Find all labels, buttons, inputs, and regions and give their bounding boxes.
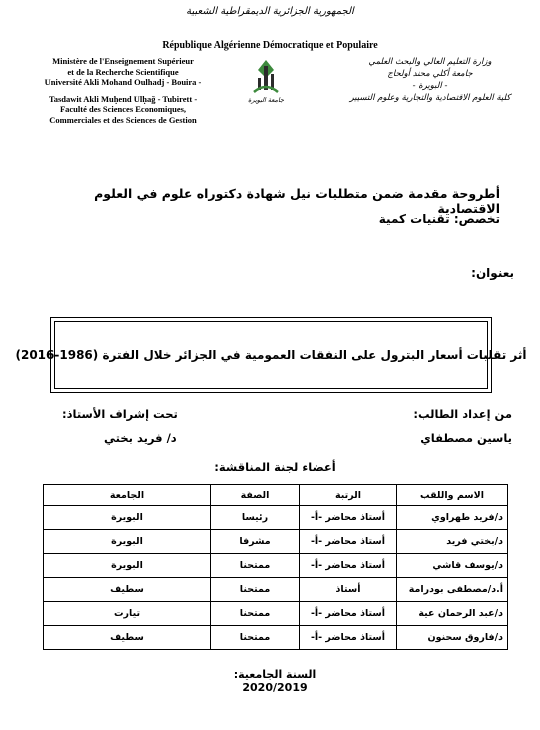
logo-caption: جامعة البويرة — [247, 96, 285, 104]
header-left-line: Ministère de l'Enseignement Supérieur — [52, 56, 194, 66]
member-rank: أستاذ محاضر -أ- — [300, 506, 397, 530]
member-university: سطيف — [44, 578, 211, 602]
header-french-republic: République Algérienne Démocratique et Populaire — [162, 40, 378, 51]
member-name: د/يوسف قاشي — [397, 554, 508, 578]
member-name: د/فريد طهراوي — [397, 506, 508, 530]
member-role: ممتحنا — [211, 578, 300, 602]
table-row — [44, 602, 508, 626]
committee-label: أعضاء لجنة المناقشة: — [214, 460, 336, 474]
column-header-name: الاسم واللقب — [397, 485, 508, 506]
supervisor-label: تحت إشراف الأستاذ: — [62, 407, 178, 421]
header-right-line: كلية العلوم الاقتصادية والتجارية وعلوم التسيير — [349, 93, 511, 103]
member-name: د/عبد الرحمان عية — [397, 602, 508, 626]
member-name: د/بختي فريد — [397, 530, 508, 554]
header-left-line: et de la Recherche Scientifique — [67, 66, 179, 77]
member-university: البويرة — [44, 530, 211, 554]
table-row — [44, 506, 508, 530]
header-right-line: - البويرة - — [412, 81, 448, 91]
thesis-title: أثر تقلبات أسعار البترول على النفقات العمومية في الجزائر خلال الفترة (1986-2016) — [15, 348, 527, 362]
header-left-line: Tasdawit Akli Muḥend Ulḥağ - Tubirett - — [48, 93, 198, 104]
column-header-university: الجامعة — [44, 485, 211, 506]
table-row — [44, 530, 508, 554]
column-header-role: الصفة — [211, 485, 300, 506]
table-row — [44, 554, 508, 578]
column-header-rank: الرتبة — [300, 485, 397, 506]
member-role: ممتحنا — [211, 626, 300, 650]
member-rank: أستاذ — [300, 578, 397, 602]
committee-table — [43, 484, 508, 650]
member-university: البويرة — [44, 554, 211, 578]
supervisor-name: د/ فريد بختي — [104, 431, 177, 445]
student-label: من إعداد الطالب: — [413, 407, 512, 421]
member-university: تيارت — [44, 602, 211, 626]
member-rank: أستاذ محاضر -أ- — [300, 530, 397, 554]
member-university: البويرة — [44, 506, 211, 530]
title-frame — [15, 317, 527, 393]
entitled-label: بعنوان: — [471, 266, 514, 280]
header-left-line: Faculté des Sciences Economiques, — [59, 104, 187, 114]
member-role: ممتحنا — [211, 602, 300, 626]
member-role: رئيسا — [211, 506, 300, 530]
member-name: أ.د/مصطفى بودرامة — [397, 578, 508, 602]
student-name: ياسين مصطفاي — [420, 431, 512, 445]
member-university: سطيف — [44, 626, 211, 650]
member-name: د/فاروق سحنون — [397, 626, 508, 650]
header-arabic-institution — [330, 56, 530, 104]
member-role: ممتحنا — [211, 554, 300, 578]
academic-year: السنة الجامعية: 2020/2019 — [233, 668, 317, 694]
thesis-purpose: أطروحة مقدمة ضمن متطلبات نيل شهادة دكتوراه علوم في العلوم الاقتصادية — [94, 186, 500, 216]
header-left-line: Commerciales et des Sciences de Gestion — [49, 114, 197, 125]
header-french-institution — [8, 56, 238, 125]
thesis-speciality: تخصص: تقنيات كمية — [378, 212, 500, 226]
header-right-line: جامعة أكلي محند أولحاج — [387, 69, 473, 79]
member-rank: أستاذ محاضر -أ- — [300, 602, 397, 626]
member-rank: أستاذ محاضر -أ- — [300, 554, 397, 578]
header-arabic-republic: الجمهورية الجزائرية الديمقراطية الشعبية — [186, 6, 354, 17]
table-row — [44, 626, 508, 650]
member-rank: أستاذ محاضر -أ- — [300, 626, 397, 650]
header-left-line: Université Akli Mohand Oulhadj - Bouira - — [44, 77, 202, 87]
member-role: مشرفا — [211, 530, 300, 554]
title-frame-inner — [15, 321, 527, 389]
committee-header-row — [44, 485, 508, 506]
header-right-line: وزارة التعليم العالي والبحث العلمي — [368, 57, 492, 67]
table-row — [44, 578, 508, 602]
